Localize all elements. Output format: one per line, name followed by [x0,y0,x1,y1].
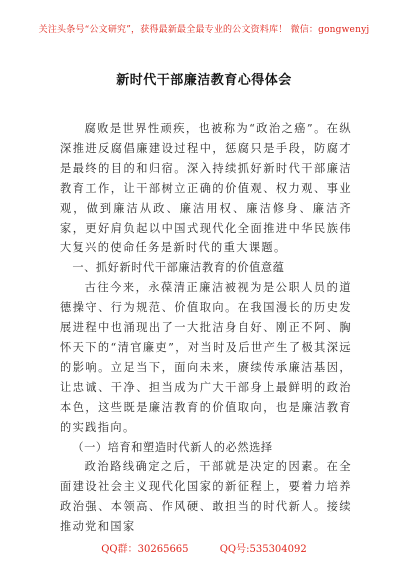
document-title: 新时代干部廉洁教育心得体会 [116,73,292,88]
footer-qq-group: QQ群：30265665 [101,544,189,555]
section-heading: 一、抓好新时代干部廉洁教育的价值意蕴 [72,261,285,275]
body-paragraph: 腐败是世界性顽疾，也被称为“政治之癌”。在纵深推进反腐倡廉建设过程中，惩腐只是手段，防腐才是最终的目的和归宿。深入持续抓好新时代干部廉洁教育工作，让干部树立正确的价值观、权力观、事业观，做到廉洁从政、廉洁用权、廉洁修身、廉洁齐家，更好肩负起以中国式现代化全面推进中华民族伟大复兴的使命任务是新时代的重大课题。 [60,122,352,255]
body-paragraph: 政治路线确定之后，干部就是决定的因素。在全面建设社会主义现代化国家的新征程上，要着力培养政治强、本领高、作风硬、敢担当的时代新人。接续推动党和国家 [60,460,352,534]
body-paragraph: 古往今来，永葆清正廉洁被视为是公职人员的道德操守、行为规范、价值取向。在我国漫长的历史发展进程中也涌现出了一大批洁身自好、刚正不阿、胸怀天下的“清官廉吏”，对当时及后世产生了极其深远的影响。立足当下，面向未来，赓续传承廉洁基因，让忠诚、干净、担当成为广大干部身上最鲜明的政治本色，这些既是廉洁教育的价值取向，也是廉洁教育的实践指向。 [60,281,352,434]
document-body [60,119,352,537]
subsection-heading: （一）培育和塑造时代新人的必然选择 [72,440,273,454]
footer-contact [0,540,408,555]
header-promo-note: 关注头条号“公文研究”，获得最新最全最专业的公文资料库！ 微信：gongwenyj [38,25,370,35]
footer-qq-number: QQ号:535304092 [219,544,307,555]
